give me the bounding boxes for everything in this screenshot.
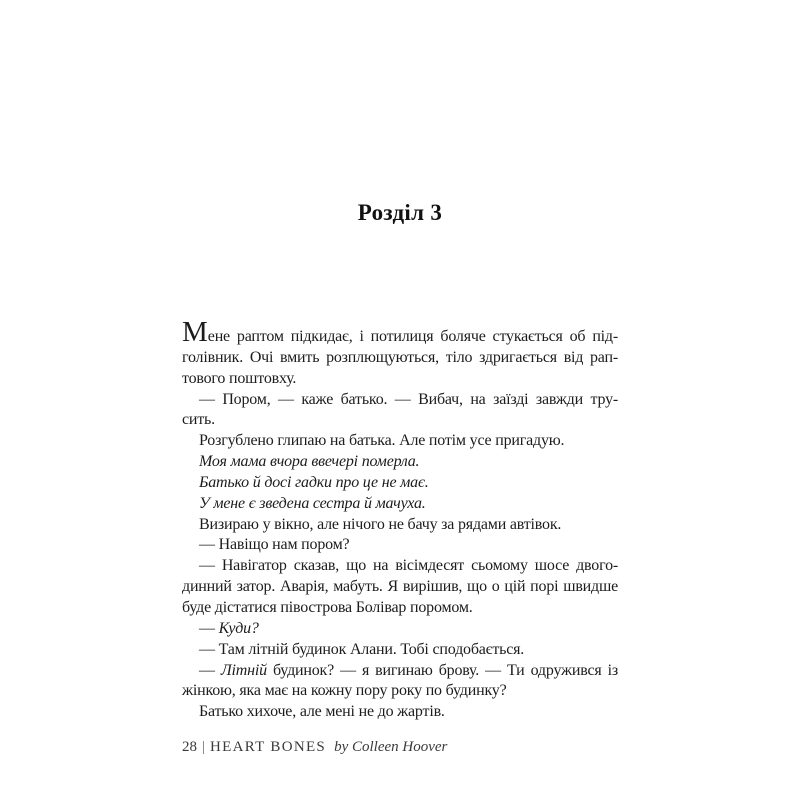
text-segment: динний затор. Аварія, мабуть. Я вирішив, що о цій порі швидше — [182, 578, 618, 596]
text-segment: — Навіщо нам пором? — [199, 536, 350, 554]
text-segment: Розгублено глипаю на батька. Але потім усе пригадую. — [199, 432, 565, 450]
text-line — [182, 410, 618, 431]
text-line — [182, 702, 618, 723]
text-segment: буде дістатися півострова Болівар поромом. — [182, 598, 473, 616]
italic-text: Батько й досі гадки про це не має. — [199, 473, 429, 491]
text-line — [182, 598, 618, 619]
text-line — [182, 577, 618, 598]
text-line — [182, 369, 618, 390]
chapter-body-text — [182, 316, 618, 723]
text-segment: жінкою, яка має на кожну пору року по будинку? — [182, 682, 507, 700]
text-segment: ене раптом підкидає, і потилиця боляче стукається об під- — [207, 328, 618, 345]
text-segment: Батько хихоче, але мені не до жартів. — [199, 703, 445, 721]
text-segment: тового поштовху. — [182, 369, 297, 387]
italic-text: У мене є зведена сестра й мачуха. — [199, 494, 426, 512]
footer-separator: | — [202, 739, 206, 755]
text-segment: — Там літній будинок Алани. Тобі сподобається. — [199, 640, 525, 658]
book-title: HEART BONES — [210, 739, 327, 755]
text-segment: — Пором, — каже батько. — Вибач, на заїзді завжди тру- — [199, 390, 618, 408]
text-line — [182, 348, 618, 369]
text-segment: — — [199, 619, 219, 637]
text-segment: будинок? — я вигинаю брову. — Ти одружився із — [266, 661, 618, 679]
text-line — [182, 535, 618, 556]
text-segment: — — [199, 661, 221, 679]
text-line — [182, 515, 618, 536]
text-line — [182, 431, 618, 452]
text-line — [182, 473, 618, 494]
page-number: 28 — [182, 739, 197, 755]
raised-initial-cap: М — [182, 316, 208, 348]
text-line — [182, 619, 618, 640]
text-line — [182, 494, 618, 515]
text-segment: — Навігатор сказав, що на вісімдесят сьомому шосе двого- — [199, 557, 618, 575]
text-line — [182, 316, 618, 348]
book-author: by Colleen Hoover — [334, 739, 448, 755]
italic-text: Куди? — [218, 619, 259, 637]
text-line — [182, 390, 618, 411]
text-line — [182, 681, 618, 702]
italic-text: Моя мама вчора ввечері померла. — [199, 453, 420, 471]
text-line — [182, 452, 618, 473]
text-segment: сить. — [182, 411, 215, 429]
text-segment: голівник. Очі вмить розплющуються, тіло здригається від рап- — [182, 348, 618, 366]
text-segment: Визираю у вікно, але нічого не бачу за рядами автівок. — [199, 515, 562, 533]
italic-text: Літній — [220, 661, 267, 679]
chapter-title: Розділ 3 — [357, 200, 443, 225]
text-line — [182, 640, 618, 661]
page-footer — [182, 737, 682, 757]
text-line — [182, 661, 618, 682]
text-line — [182, 556, 618, 577]
